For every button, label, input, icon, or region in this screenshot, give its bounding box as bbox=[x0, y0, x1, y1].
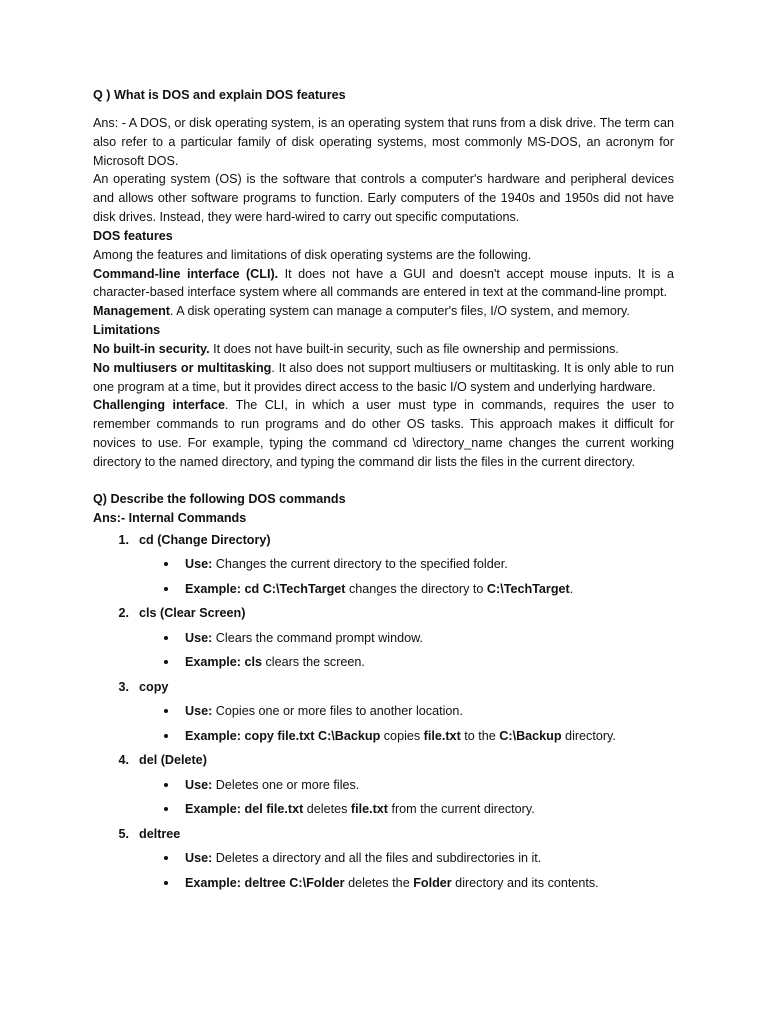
feature-cli bbox=[93, 265, 674, 303]
use-label: Use: bbox=[185, 630, 213, 645]
example-object: Folder bbox=[413, 875, 452, 890]
limitation-interface bbox=[93, 396, 674, 471]
use-text: Deletes a directory and all the files and subdirectories in it. bbox=[212, 851, 542, 866]
limitation-multitasking-text: . It also does not support multiusers or multitasking. It is only able to run one program at a time, but it provides direct access to the basic I/O system and underlying hardware. bbox=[93, 360, 674, 394]
command-name: cls (Clear Screen) bbox=[139, 606, 246, 621]
command-name: cd (Change Directory) bbox=[139, 532, 271, 547]
command-item bbox=[93, 822, 674, 847]
feature-management bbox=[93, 302, 674, 321]
use-text: Copies one or more files to another location. bbox=[212, 704, 463, 719]
example-text: deletes bbox=[303, 802, 351, 817]
bullet-icon bbox=[164, 562, 168, 566]
example-end: from the current directory. bbox=[387, 802, 535, 817]
bullet-icon bbox=[164, 587, 168, 591]
example-command: deltree C:\Folder bbox=[241, 875, 345, 890]
command-use-bullet bbox=[93, 773, 674, 798]
example-label: Example: bbox=[185, 875, 241, 890]
question-2-title: Q) Describe the following DOS commands bbox=[93, 491, 346, 506]
answer-2-heading: Ans:- Internal Commands bbox=[93, 510, 247, 525]
command-number: 2. bbox=[118, 606, 129, 621]
example-end: to the bbox=[460, 728, 500, 743]
example-end: directory and its contents. bbox=[451, 875, 599, 890]
example-label: Example: bbox=[185, 581, 241, 596]
use-label: Use: bbox=[185, 851, 213, 866]
example-object: C:\TechTarget bbox=[486, 581, 570, 596]
example-object-2: C:\Backup bbox=[499, 728, 562, 743]
question-1-title: Q ) What is DOS and explain DOS features bbox=[93, 88, 346, 102]
example-command: copy file.txt C:\Backup bbox=[241, 728, 381, 743]
use-label: Use: bbox=[185, 704, 213, 719]
command-name: deltree bbox=[139, 826, 181, 841]
example-command: cls bbox=[241, 655, 263, 670]
command-example-bullet bbox=[93, 724, 674, 749]
example-command: cd C:\TechTarget bbox=[241, 581, 346, 596]
example-object: file.txt bbox=[350, 802, 388, 817]
example-label: Example: bbox=[185, 802, 241, 817]
command-use-bullet bbox=[93, 846, 674, 871]
limitation-multitasking bbox=[93, 359, 674, 397]
limitation-security bbox=[93, 340, 674, 359]
bullet-icon bbox=[164, 881, 168, 885]
example-text: copies bbox=[380, 728, 424, 743]
bullet-icon bbox=[164, 636, 168, 640]
command-example-bullet bbox=[93, 797, 674, 822]
limitation-security-text: It does not have built-in security, such as file ownership and permissions. bbox=[209, 341, 619, 356]
bullet-icon bbox=[164, 734, 168, 738]
use-label: Use: bbox=[185, 557, 213, 572]
limitation-interface-text: . The CLI, in which a user must type in commands, requires the user to remember commands to run programs and do other OS tasks. This approach makes it difficult for novices to use. For example, typing the command cd \directory_name changes the current working directory to the named directory, and typing the command dir lists the files in the current directory. bbox=[93, 398, 674, 469]
command-use-bullet bbox=[93, 626, 674, 651]
os-definition-paragraph: An operating system (OS) is the software that controls a computer's hardware and peripheral devices and allows other software programs to function. Early computers of the 1940s and 1950s did not have disk drives. Instead, they were hard-wired to carry out specific computations. bbox=[93, 172, 674, 224]
example-label: Example: bbox=[185, 728, 241, 743]
bullet-icon bbox=[164, 783, 168, 787]
command-item bbox=[93, 601, 674, 626]
use-label: Use: bbox=[185, 777, 213, 792]
answer-intro-paragraph: Ans: - A DOS, or disk operating system, is an operating system that runs from a disk drive. The term can also refer to a particular family of disk operating systems, most commonly MS-DOS, an acronym for Microsoft DOS. bbox=[93, 116, 674, 168]
example-end: . bbox=[569, 581, 574, 596]
command-item bbox=[93, 748, 674, 773]
command-number: 4. bbox=[118, 753, 129, 768]
command-name: copy bbox=[139, 679, 169, 694]
command-use-bullet bbox=[93, 699, 674, 724]
command-number: 1. bbox=[118, 532, 129, 547]
command-item bbox=[93, 528, 674, 553]
command-name: del (Delete) bbox=[139, 753, 207, 768]
example-end-2: directory. bbox=[561, 728, 616, 743]
feature-management-text: . A disk operating system can manage a computer's files, I/O system, and memory. bbox=[169, 304, 630, 319]
use-text: Changes the current directory to the specified folder. bbox=[212, 557, 508, 572]
use-text: Clears the command prompt window. bbox=[212, 630, 423, 645]
features-intro: Among the features and limitations of disk operating systems are the following. bbox=[93, 247, 532, 262]
use-text: Deletes one or more files. bbox=[212, 777, 360, 792]
document-body bbox=[93, 86, 674, 895]
limitations-heading: Limitations bbox=[93, 322, 161, 337]
command-number: 5. bbox=[118, 826, 129, 841]
limitation-security-term: No built-in security. bbox=[93, 341, 210, 356]
limitation-multitasking-term: No multiusers or multitasking bbox=[93, 360, 272, 375]
bullet-icon bbox=[164, 660, 168, 664]
command-use-bullet bbox=[93, 552, 674, 577]
feature-management-term: Management bbox=[93, 304, 170, 319]
feature-cli-text: It does not have a GUI and doesn't accept mouse inputs. It is a character-based interface system where all commands are entered in text at the command-line prompt. bbox=[93, 266, 674, 300]
feature-cli-term: Command-line interface (CLI). bbox=[93, 266, 279, 281]
command-example-bullet bbox=[93, 577, 674, 602]
example-text: changes the directory to bbox=[345, 581, 487, 596]
command-item bbox=[93, 675, 674, 700]
example-text: clears the screen. bbox=[262, 655, 365, 670]
bullet-icon bbox=[164, 807, 168, 811]
command-number: 3. bbox=[118, 679, 129, 694]
command-example-bullet bbox=[93, 650, 674, 675]
example-label: Example: bbox=[185, 655, 241, 670]
limitation-interface-term: Challenging interface bbox=[93, 398, 225, 413]
bullet-icon bbox=[164, 856, 168, 860]
features-heading: DOS features bbox=[93, 228, 173, 243]
example-object: file.txt bbox=[423, 728, 461, 743]
command-example-bullet bbox=[93, 871, 674, 896]
example-command: del file.txt bbox=[241, 802, 304, 817]
example-text: deletes the bbox=[344, 875, 414, 890]
bullet-icon bbox=[164, 709, 168, 713]
